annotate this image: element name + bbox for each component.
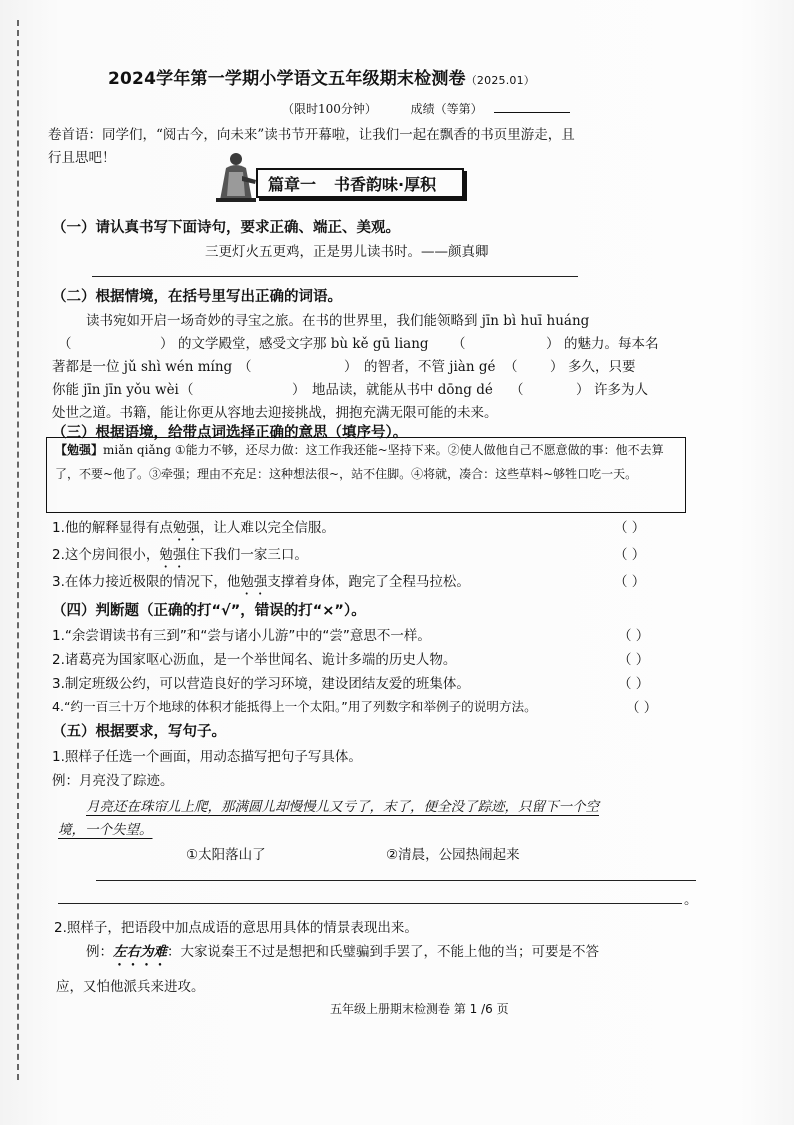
scholar-figure-icon	[212, 150, 258, 204]
s4-item-3-answer[interactable]: （ ）	[618, 676, 650, 692]
page-footer: 五年级上册期末检测卷 第 1 /6 页	[330, 1002, 509, 1016]
score-blank[interactable]	[494, 102, 570, 113]
blank-5-close[interactable]: ）	[292, 382, 306, 398]
poem-writing-line[interactable]	[92, 276, 578, 277]
blank-1-close[interactable]: ）	[160, 336, 174, 352]
binding-dashed-line	[17, 20, 19, 1080]
blank-2-open[interactable]: （	[452, 336, 466, 352]
def-pinyin: miǎn qiǎng	[103, 443, 172, 457]
s3-item-3-answer[interactable]: （ ）	[614, 574, 646, 590]
s3-item-2-post: 住下我们一家三口。	[186, 547, 308, 563]
s2-line-4b: 地品读，就能从书中 dōng dé	[312, 382, 493, 398]
exam-title	[108, 64, 535, 89]
s2-line-1: 读书宛如开启一场奇妙的寻宝之旅。在书的世界里，我们能领略到 jīn bì huī huáng	[86, 313, 590, 329]
answer-line-1[interactable]	[96, 880, 696, 881]
blank-4-close[interactable]: ）	[550, 359, 564, 375]
blank-3-open[interactable]: （	[238, 359, 252, 375]
s2-line-2b: 的魅力。每本名	[564, 336, 659, 352]
s3-item-1-pre: 1.他的解释显得有点	[52, 520, 173, 536]
s2-line-3c: 多久，只要	[568, 359, 636, 375]
s2-line-3b: 的智者，不管 jiàn gé	[364, 359, 496, 375]
s5-q1: 1.照样子任选一个画面，用动态描写把句子写具体。	[52, 749, 362, 765]
s2-line-2a: 的文学殿堂，感受文字那 bù kě gū liang	[178, 336, 429, 352]
answer-line-2[interactable]	[58, 903, 682, 904]
blank-4-open[interactable]: （	[504, 359, 518, 375]
s2-line-3a: 著都是一位 jǔ shì wén míng	[52, 359, 233, 375]
exam-meta	[282, 100, 570, 117]
s5-q2: 2.照样子，把语段中加点成语的意思用具体的情景表现出来。	[54, 920, 418, 936]
s3-item-2-pre: 2.这个房间很小，	[52, 547, 160, 563]
definition-box	[46, 437, 686, 513]
s5-example-label: 例：月亮没了踪迹。	[52, 773, 174, 789]
s3-item-3-word: 勉强	[240, 574, 268, 590]
s3-item-3	[52, 570, 470, 598]
s4-item-1: 1.“余尝谓读书有三到”和“尝与诸小儿游”中的“尝”意思不一样。	[52, 628, 431, 644]
section-3-heading: （三）根据语境，给带点词选择正确的意思（填序号）。	[52, 425, 408, 441]
blank-1-open[interactable]: （	[58, 336, 72, 352]
s5-example-line-2: 境，一个失望。	[58, 822, 153, 838]
s3-item-2	[52, 543, 308, 571]
title-text: 2024学年第一学期小学语文五年级期末检测卷	[108, 69, 466, 89]
s4-item-4: 4.“约一百三十万个地球的体积才能抵得上一个太阳。”用了列数字和举例子的说明方法。	[52, 699, 537, 714]
chapter-subtitle: 书香韵味·厚积	[334, 174, 437, 194]
chapter-name: 篇章一	[268, 174, 317, 194]
def-word: 【勉强】	[55, 443, 104, 457]
poem-line: 三更灯火五更鸡，正是男儿读书时。——颜真卿	[205, 244, 489, 260]
s4-item-1-answer[interactable]: （ ）	[618, 628, 650, 644]
blank-6-close[interactable]: ）	[576, 382, 590, 398]
s3-item-1-answer[interactable]: （ ）	[614, 520, 646, 536]
s2-line-4a: 你能 jīn jīn yǒu wèi	[52, 382, 179, 398]
s4-item-2: 2.诸葛亮为国家呕心沥血，是一个举世闻名、诡计多端的历史人物。	[52, 652, 457, 668]
q2-line-1-rest: ：大家说秦王不过是想把和氏璧骗到手罢了，不能上他的当；可要是不答	[167, 944, 599, 960]
s4-item-4-answer[interactable]: （ ）	[626, 700, 658, 716]
def-text: ①能力不够，还尽力做：这工作我还能~坚持下来。②使人做他自己不愿意做的事：他不去算了，不要~他了。③牵强；理由不充足：这种想法很~，站不住脚。④将就，凑合：这些草料~够牲口吃一天。	[55, 443, 664, 481]
s5-q2-example-line-1	[86, 940, 599, 969]
s3-item-1-word: 勉强	[172, 520, 200, 536]
section-5-heading: （五）根据要求，写句子。	[52, 724, 226, 740]
score-label: 成绩（等第）	[410, 102, 483, 116]
s3-item-2-word: 勉强	[159, 547, 187, 563]
blank-5-open[interactable]: （	[180, 382, 194, 398]
q2-example-label: 例：	[86, 944, 113, 960]
title-date: （2025.01）	[465, 74, 536, 87]
s3-item-1	[52, 516, 335, 544]
s4-item-2-answer[interactable]: （ ）	[618, 652, 650, 668]
preface-line-2: 行且思吧！	[48, 150, 116, 166]
s2-line-5: 处世之道。书籍，能让你更从容地去迎接挑战，拥抱充满无限可能的未来。	[52, 405, 498, 421]
s5-example-line-1: 月亮还在珠帘儿上爬，那满圆儿却慢慢儿又亏了，末了，便全没了踪迹，只留下一个空	[86, 799, 599, 815]
s4-item-3: 3.制定班级公约，可以营造良好的学习环境，建设团结友爱的班集体。	[52, 676, 470, 692]
time-limit: （限时100分钟）	[282, 102, 377, 116]
s3-item-1-post: ，让人难以完全信服。	[199, 520, 335, 536]
preface-line-1: 卷首语：同学们，“阅古今，向未来”读书节开幕啦，让我们一起在飘香的书页里游走，且	[48, 127, 575, 143]
s3-item-3-post: 支撑着身体，跑完了全程马拉松。	[267, 574, 470, 590]
chapter-banner	[256, 168, 464, 198]
s3-item-3-pre: 3.在体力接近极限的情况下，他	[52, 574, 241, 590]
section-4-heading: （四）判断题（正确的打“√”，错误的打“×”）。	[52, 603, 366, 619]
s5-q2-example-line-2: 应，又怕他派兵来进攻。	[56, 979, 205, 995]
s5-option-2: ②清晨，公园热闹起来	[386, 847, 520, 863]
q2-idiom: 左右为难	[113, 944, 167, 960]
section-1-heading: （一）请认真书写下面诗句，要求正确、端正、美观。	[52, 220, 400, 236]
answer-end-mark: 。	[684, 892, 698, 908]
blank-6-open[interactable]: （	[510, 382, 524, 398]
blank-3-close[interactable]: ）	[344, 359, 358, 375]
s3-item-2-answer[interactable]: （ ）	[614, 547, 646, 563]
blank-2-close[interactable]: ）	[546, 336, 560, 352]
section-2-heading: （二）根据情境，在括号里写出正确的词语。	[52, 289, 342, 305]
s5-option-1: ①太阳落山了	[186, 847, 266, 863]
s2-line-4c: 许多为人	[594, 382, 648, 398]
